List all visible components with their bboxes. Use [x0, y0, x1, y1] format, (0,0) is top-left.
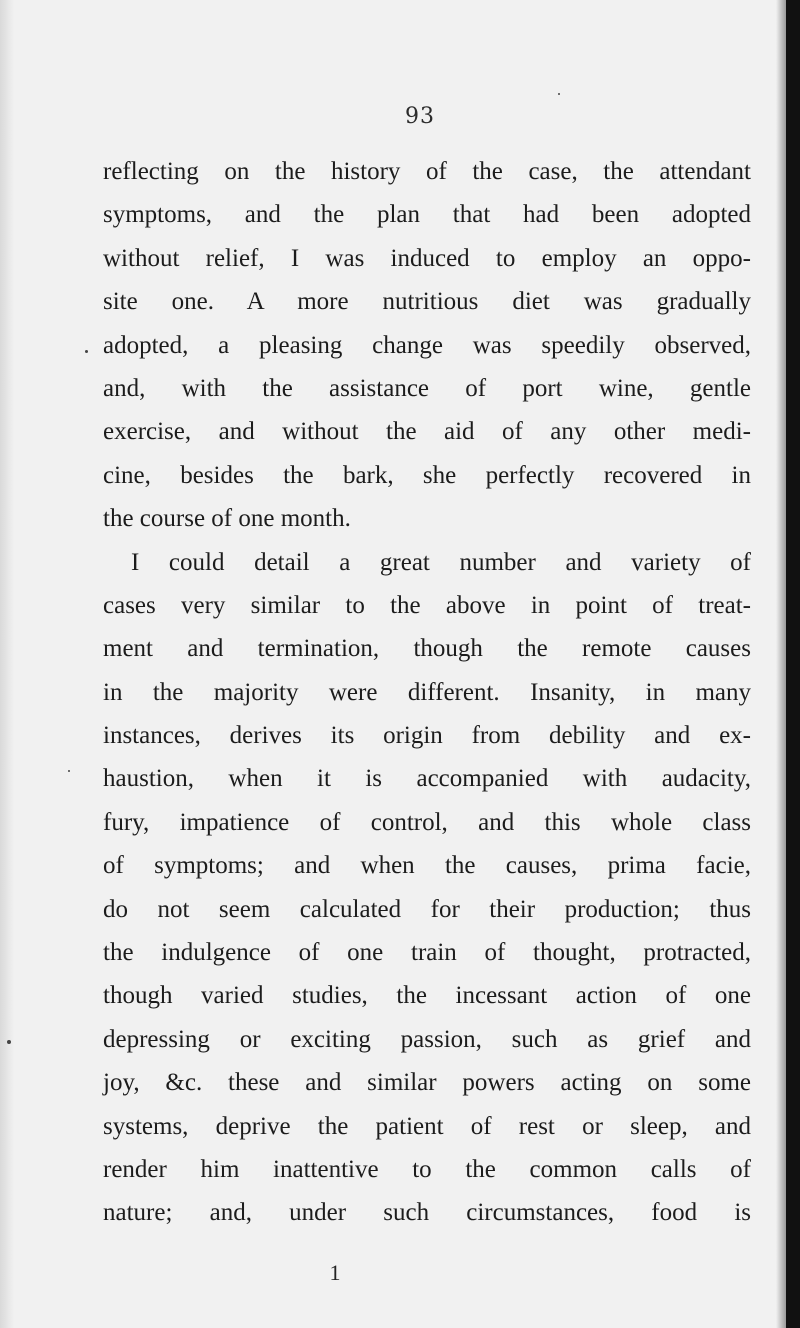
paragraph-1: [103, 150, 751, 541]
page-gutter-shadow: [776, 0, 786, 1328]
text-line: cine, besides the bark, she perfectly recovered in: [103, 461, 751, 489]
text-line: without relief, I was induced to employ an oppo-: [103, 244, 751, 272]
text-line: the course of one month.: [103, 505, 351, 533]
text-line: exercise, and without the aid of any other medi-: [103, 418, 751, 446]
ink-speck: [7, 1040, 11, 1044]
text-line: the indulgence of one train of thought, protracted,: [103, 939, 751, 967]
ink-speck: [85, 350, 88, 353]
text-line: render him inattentive to the common calls of: [103, 1155, 751, 1183]
text-line: reflecting on the history of the case, the attendant: [103, 158, 751, 185]
text-line: adopted, a pleasing change was speedily observed,: [103, 331, 751, 359]
text-line: joy, &c. these and similar powers acting on some: [103, 1069, 751, 1097]
text-line: I could detail a great number and variety of: [131, 548, 751, 576]
body-text: [103, 150, 751, 1235]
page-right-border: [786, 0, 800, 1328]
ink-speck: [68, 770, 70, 772]
text-line: site one. A more nutritious diet was gradually: [103, 288, 751, 316]
text-line: haustion, when it is accompanied with audacity,: [103, 765, 751, 793]
text-line: of symptoms; and when the causes, prima facie,: [103, 852, 751, 880]
signature-mark: 1: [329, 1260, 341, 1285]
text-line: in the majority were different. Insanity, in many: [103, 678, 751, 706]
text-line: cases very similar to the above in point of treat-: [103, 591, 751, 619]
text-line: depressing or exciting passion, such as grief and: [103, 1025, 751, 1053]
page-left-edge: [0, 0, 14, 1328]
text-line: nature; and, under such circumstances, food is: [103, 1199, 751, 1227]
text-line: and, with the assistance of port wine, gentle: [103, 374, 751, 402]
page-number: 93: [405, 104, 435, 129]
text-line: instances, derives its origin from debility and ex-: [103, 722, 751, 750]
text-line: systems, deprive the patient of rest or sleep, and: [103, 1112, 751, 1140]
text-line: though varied studies, the incessant action of one: [103, 982, 751, 1010]
text-line: ment and termination, though the remote causes: [103, 635, 751, 663]
text-line: symptoms, and the plan that had been adopted: [103, 201, 751, 229]
text-line: do not seem calculated for their production; thus: [103, 895, 751, 923]
text-line: fury, impatience of control, and this whole class: [103, 808, 751, 836]
paragraph-2: [103, 541, 751, 1235]
ink-speck: [558, 93, 560, 95]
